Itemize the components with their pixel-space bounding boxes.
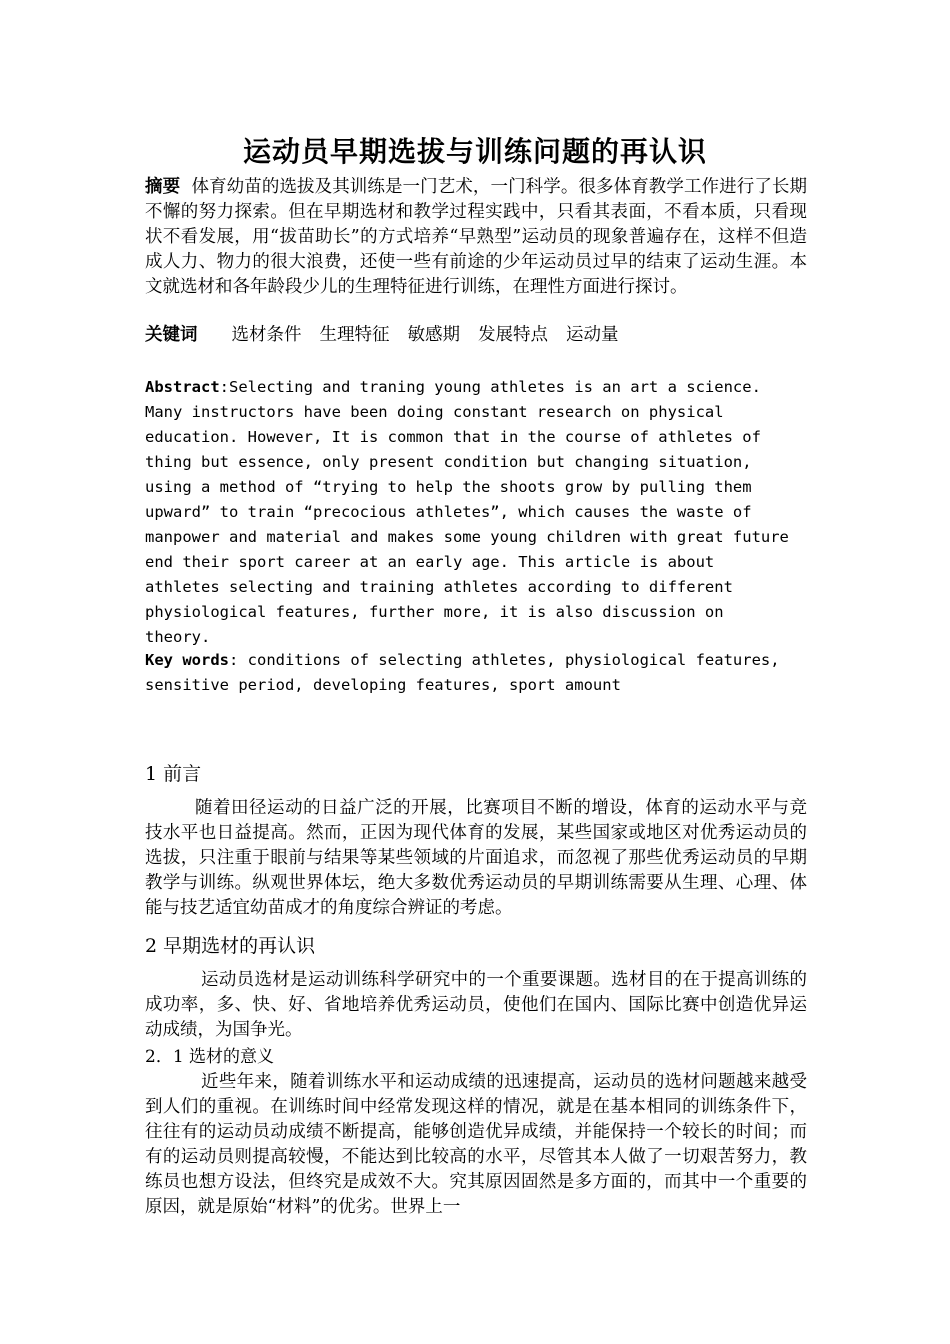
section-heading-2: 2 早期选材的再认识: [145, 935, 316, 957]
keywords-en-line: Key words: conditions of selecting athletes, physiological features,: [145, 651, 780, 669]
abstract-en-line: physiological features, further more, it is also discussion on: [145, 603, 724, 621]
keywords-en-label: Key words: [145, 651, 229, 669]
abstract-english: [145, 375, 820, 650]
keywords-label: 关键词: [145, 325, 198, 345]
abstract-en-line: athletes selecting and training athletes according to different: [145, 578, 733, 596]
keyword-item: 运动量: [566, 325, 619, 345]
keywords-en-line: sensitive period, developing features, sport amount: [145, 676, 621, 694]
abstract-en-label: Abstract: [145, 378, 220, 396]
section-1-paragraph: 随着田径运动的日益广泛的开展，比赛项目不断的增设，体育的运动水平与竞技水平也日益提高。然而，正因为现代体育的发展，某些国家或地区对优秀运动员的选拔，只注重于眼前与结果等某些领域的片面追求，而忽视了那些优秀运动员的早期教学与训练。纵观世界体坛，绝大多数优秀运动员的早期训练需要从生理、心理、体能与技艺适宜幼苗成才的角度综合辨证的考虑。: [145, 798, 807, 918]
section-heading-2-1: 2．1 选材的意义: [145, 1047, 275, 1067]
abstract-text: 体育幼苗的选拔及其训练是一门艺术，一门科学。很多体育教学工作进行了长期不懈的努力探索。但在早期选材和教学过程实践中，只看其表面，不看本质，只看现状不看发展，用“拔苗助长”的方式培养“早熟型”运动员的现象普遍存在，这样不但造成人力、物力的很大浪费，还使一些有前途的少年运动员过早的结束了运动生涯。本文就选材和各年龄段少儿的生理特征进行训练，在理性方面进行探讨。: [145, 177, 808, 297]
abstract-en-line: Abstract:Selecting and traning young athletes is an art a science.: [145, 378, 761, 396]
abstract-en-line: using a method of “trying to help the shoots grow by pulling them: [145, 478, 752, 496]
abstract-en-line: Many instructors have been doing constant research on physical: [145, 403, 724, 421]
abstract-en-line: manpower and material and makes some young children with great future: [145, 528, 789, 546]
abstract-en-line: education. However, It is common that in the course of athletes of: [145, 428, 761, 446]
section-heading-1: 1 前言: [145, 763, 202, 785]
keyword-item: 敏感期: [407, 325, 460, 345]
abstract-label: 摘要: [145, 177, 181, 197]
abstract-en-line: end their sport career at an early age. This article is about: [145, 553, 715, 571]
abstract-en-line: upward” to train “precocious athletes”, which causes the waste of: [145, 503, 752, 521]
paper-title: 运动员早期选拔与训练问题的再认识: [242, 135, 707, 168]
abstract-en-line: thing but essence, only present condition but changing situation,: [145, 453, 752, 471]
keywords-chinese: [145, 323, 807, 348]
keyword-item: 发展特点: [478, 325, 548, 345]
section-2-1-paragraph: 近些年来，随着训练水平和运动成绩的迅速提高，运动员的选材问题越来越受到人们的重视。在训练时间中经常发现这样的情况，就是在基本相同的训练条件下，往往有的运动员动成绩不断提高，能够创造优异成绩，并能保持一个较长的时间；而有的运动员则提高较慢，不能达到比较高的水平，尽管其本人做了一切艰苦努力，教练员也想方设法，但终究是成效不大。究其原因固然是多方面的，而其中一个重要的原因，就是原始“材料”的优劣。世界上一: [145, 1072, 807, 1217]
keyword-item: 生理特征: [319, 325, 390, 345]
section-2-paragraph: 运动员选材是运动训练科学研究中的一个重要课题。选材目的在于提高训练的成功率，多、快、好、省地培养优秀运动员，使他们在国内、国际比赛中创造优异运动成绩，为国争光。: [145, 970, 807, 1040]
keywords-english: [145, 648, 820, 698]
abstract-chinese: [145, 175, 807, 300]
keyword-item: 选材条件: [231, 325, 302, 345]
abstract-en-line: theory.: [145, 628, 211, 646]
